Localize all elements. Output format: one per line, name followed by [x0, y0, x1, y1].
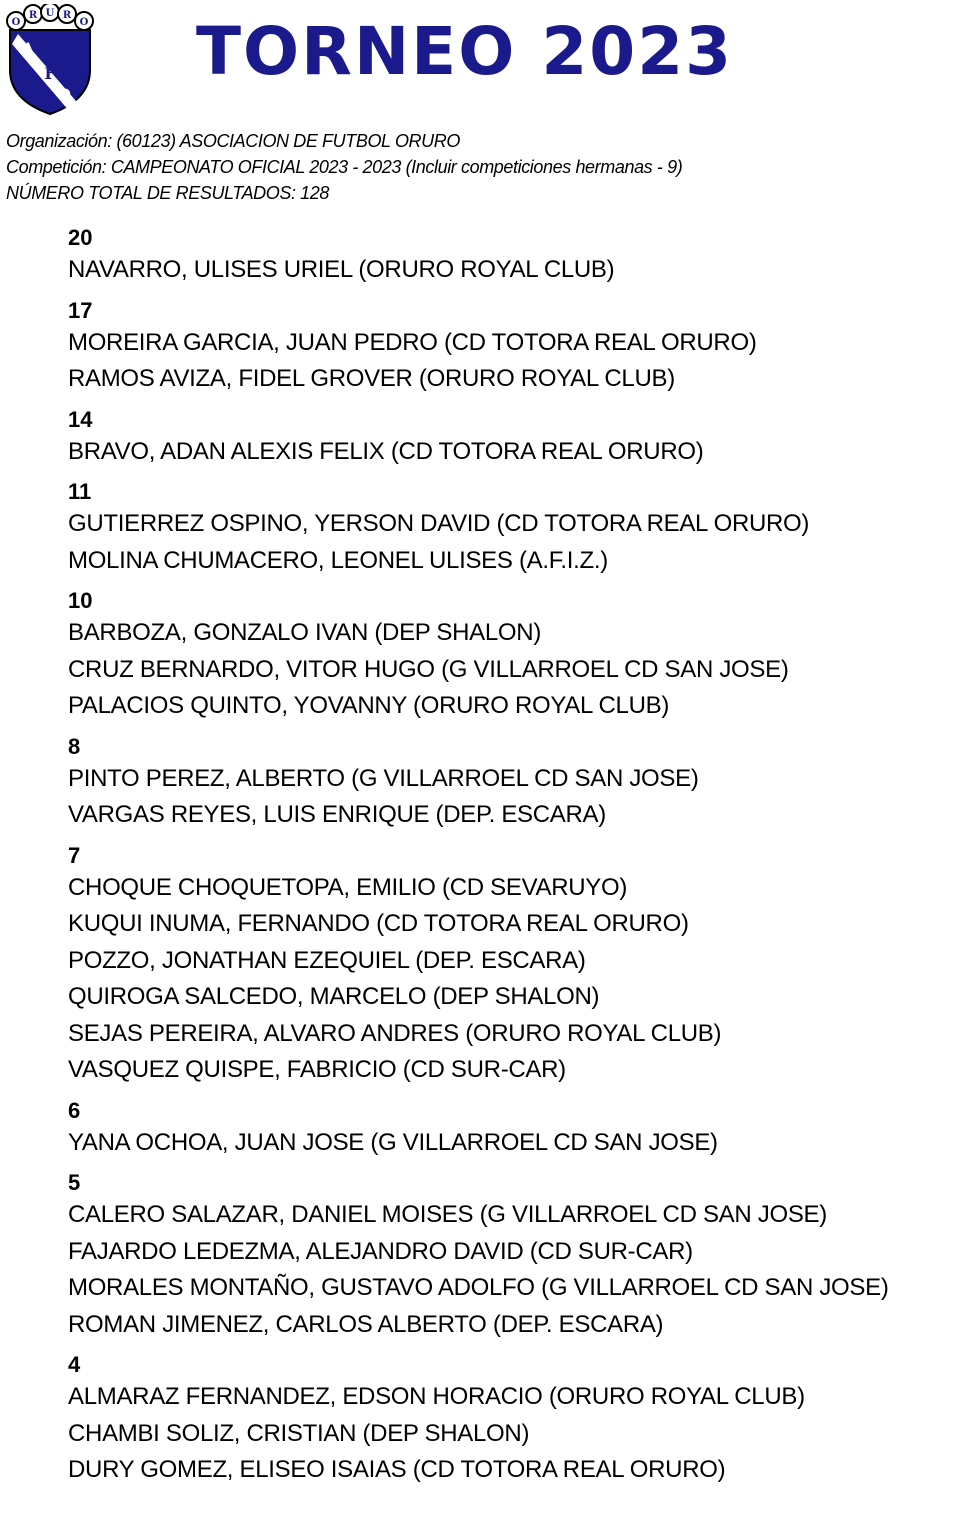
goal-group	[68, 478, 968, 579]
goal-count: 11	[68, 479, 92, 504]
player-row: ALMARAZ FERNANDEZ, EDSON HORACIO (ORURO ROYAL CLUB)	[68, 1383, 805, 1410]
logo-letter: R	[62, 10, 72, 21]
goal-count: 6	[68, 1097, 81, 1123]
goal-count: 20	[68, 225, 93, 250]
goal-group	[68, 1097, 968, 1162]
player-row: PINTO PEREZ, ALBERTO (G VILLARROEL CD SAN JOSE)	[68, 764, 699, 792]
player-row: BARBOZA, GONZALO IVAN (DEP SHALON)	[68, 619, 542, 646]
page-title: TORNEO 2023	[196, 13, 734, 90]
scorer-list	[68, 224, 968, 1489]
goal-count: 4	[68, 1352, 81, 1377]
logo-letter: F	[44, 64, 56, 83]
player-row: BRAVO, ADAN ALEXIS FELIX (CD TOTORA REAL ORURO)	[68, 437, 704, 465]
player-row: VARGAS REYES, LUIS ENRIQUE (DEP. ESCARA)	[68, 801, 606, 828]
goal-count: 17	[68, 297, 93, 323]
player-row: FAJARDO LEDEZMA, ALEJANDRO DAVID (CD SUR-CAR)	[68, 1237, 693, 1265]
goal-group	[68, 733, 968, 834]
player-row: MOLINA CHUMACERO, LEONEL ULISES (A.F.I.Z.)	[68, 546, 608, 574]
goal-group	[68, 224, 968, 289]
goal-group	[68, 1351, 968, 1489]
goal-group	[68, 406, 968, 471]
player-row: NAVARRO, ULISES URIEL (ORURO ROYAL CLUB)	[68, 256, 615, 283]
logo-letter: A	[21, 39, 35, 58]
total-results-line: NÚMERO TOTAL DE RESULTADOS: 128	[6, 183, 330, 203]
goal-group	[68, 297, 968, 398]
player-row: DURY GOMEZ, ELISEO ISAIAS (CD TOTORA REAL ORURO)	[68, 1456, 726, 1483]
player-row: RAMOS AVIZA, FIDEL GROVER (ORURO ROYAL CLUB)	[68, 365, 675, 392]
player-row: CALERO SALAZAR, DANIEL MOISES (G VILLARROEL CD SAN JOSE)	[68, 1201, 827, 1228]
goal-group	[68, 1169, 968, 1343]
competition-line: Competición: CAMPEONATO OFICIAL 2023 - 2023 (Incluir competiciones hermanas - 9)	[6, 157, 683, 177]
logo-letter: O	[57, 85, 71, 104]
goal-group	[68, 587, 968, 725]
player-row: VASQUEZ QUISPE, FABRICIO (CD SUR-CAR)	[68, 1056, 566, 1083]
organization-line: Organización: (60123) ASOCIACION DE FUTBOL ORURO	[6, 131, 460, 151]
player-row: QUIROGA SALCEDO, MARCELO (DEP SHALON)	[68, 983, 600, 1010]
player-row: GUTIERREZ OSPINO, YERSON DAVID (CD TOTORA REAL ORURO)	[68, 510, 810, 537]
player-row: YANA OCHOA, JUAN JOSE (G VILLARROEL CD SAN JOSE)	[68, 1128, 718, 1156]
logo-letter: U	[45, 8, 55, 19]
logo-letter: R	[28, 10, 38, 21]
player-row: ROMAN JIMENEZ, CARLOS ALBERTO (DEP. ESCARA)	[68, 1310, 664, 1338]
player-row: CRUZ BERNARDO, VITOR HUGO (G VILLARROEL CD SAN JOSE)	[68, 655, 789, 683]
player-row: MORALES MONTAÑO, GUSTAVO ADOLFO (G VILLARROEL CD SAN JOSE)	[68, 1274, 889, 1301]
goal-count: 10	[68, 588, 93, 613]
player-row: CHAMBI SOLIZ, CRISTIAN (DEP SHALON)	[68, 1419, 530, 1447]
player-row: MOREIRA GARCIA, JUAN PEDRO (CD TOTORA REAL ORURO)	[68, 328, 757, 356]
afo-logo	[4, 4, 96, 116]
goal-count: 7	[68, 842, 81, 868]
player-row: SEJAS PEREIRA, ALVARO ANDRES (ORURO ROYAL CLUB)	[68, 1019, 722, 1047]
report-meta	[6, 128, 682, 206]
logo-letter: O	[11, 17, 21, 28]
logo-letter: O	[79, 17, 89, 28]
player-row: POZZO, JONATHAN EZEQUIEL (DEP. ESCARA)	[68, 946, 586, 974]
goal-count: 8	[68, 733, 81, 759]
player-row: CHOQUE CHOQUETOPA, EMILIO (CD SEVARUYO)	[68, 873, 628, 901]
goal-count: 14	[68, 406, 93, 432]
goal-count: 5	[68, 1170, 81, 1195]
goal-group	[68, 842, 968, 1089]
player-row: PALACIOS QUINTO, YOVANNY (ORURO ROYAL CLUB)	[68, 692, 670, 719]
player-row: KUQUI INUMA, FERNANDO (CD TOTORA REAL ORURO)	[68, 910, 689, 937]
